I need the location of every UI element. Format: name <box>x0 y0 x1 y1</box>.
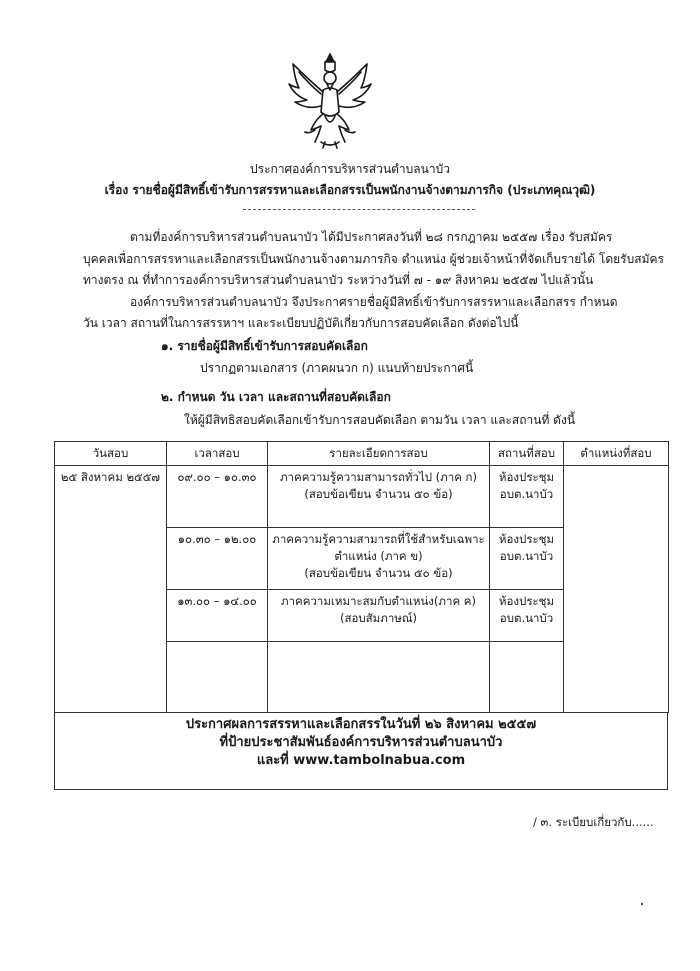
time-cell <box>167 466 268 528</box>
title-divider <box>243 209 475 210</box>
header-exam-time: เวลาสอบ <box>167 442 268 466</box>
exam-venue-line: อบต.นาบัว <box>499 611 554 625</box>
exam-schedule-table <box>54 441 669 713</box>
time-cell <box>167 590 268 642</box>
venue-cell <box>490 590 564 642</box>
detail-cell <box>268 528 490 590</box>
detail-cell <box>268 590 490 642</box>
garuda-emblem-icon <box>285 50 375 150</box>
section-1-title: ๑. รายชื่อผู้มีสิทธิ์เข้ารับการสอบคัดเลือก <box>161 339 368 353</box>
body-line-2: บุคคลเพื่อการสรรหาและเลือกสรรเป็นพนักงานจ้างตามภารกิจ ตำแหน่ง ผู้ช่วยเจ้าหน้าที่จัดเก็บรายได้ โดยรับสมัคร <box>83 252 664 266</box>
exam-detail-line: ภาคความรู้ความสามารถที่ใช้สำหรับเฉพาะ <box>272 532 485 546</box>
exam-position-cell <box>564 466 669 713</box>
venue-cell <box>490 466 564 528</box>
exam-time: ๐๙.๐๐ – ๑๐.๓๐ <box>177 470 257 484</box>
section-2-text: ให้ผู้มีสิทธิสอบคัดเลือกเข้ารับการสอบคัดเลือก ตามวัน เวลา และสถานที่ ดังนี้ <box>184 413 576 427</box>
exam-date-cell <box>55 466 167 713</box>
body-line-3: ทางตรง ณ ที่ทำการองค์การบริหารส่วนตำบลนาบัว ระหว่างวันที่ ๗ - ๑๙ สิงหาคม ๒๕๕๗ ไปแล้วนั้น <box>83 273 594 287</box>
header-exam-detail: รายละเอียดการสอบ <box>268 442 490 466</box>
exam-venue-line: อบต.นาบัว <box>499 549 554 563</box>
body-line-5: วัน เวลา สถานที่ในการสรรหาฯ และระเบียบปฏิบัติเกี่ยวกับการสอบคัดเลือก ดังต่อไปนี้ <box>83 316 519 330</box>
exam-detail-line: (สอบข้อเขียน จำนวน ๕๐ ข้อ) <box>304 487 453 501</box>
time-cell <box>167 528 268 590</box>
result-notice-line: ประกาศผลการสรรหาและเลือกสรรในวันที่ ๒๖ สิงหาคม ๒๕๕๗ <box>185 717 537 732</box>
exam-time: ๑๓.๐๐ – ๑๔.๐๐ <box>177 594 257 608</box>
exam-venue-line: ห้องประชุม <box>498 594 555 608</box>
exam-time: ๑๐.๓๐ – ๑๒.๐๐ <box>177 532 257 546</box>
venue-cell <box>490 528 564 590</box>
exam-detail-line: ภาคความเหมาะสมกับตำแหน่ง(ภาค ค) <box>281 594 476 608</box>
exam-venue-line: ห้องประชุม <box>498 470 555 484</box>
header-exam-date: วันสอบ <box>55 442 167 466</box>
empty-cell <box>268 642 490 713</box>
exam-detail-line: ตำแหน่ง (ภาค ข) <box>334 549 423 563</box>
result-notice-box <box>54 712 668 790</box>
exam-venue-line: อบต.นาบัว <box>499 487 554 501</box>
section-1-text: ปรากฏตามเอกสาร (ภาคผนวก ก) แนบท้ายประกาศนี้ <box>200 361 474 375</box>
empty-cell <box>167 642 268 713</box>
empty-cell <box>490 642 564 713</box>
result-notice-line: ที่ป้ายประชาสัมพันธ์องค์การบริหารส่วนตำบลนาบัว <box>219 735 503 750</box>
header-exam-venue: สถานที่สอบ <box>490 442 564 466</box>
exam-date: ๒๕ สิงหาคม ๒๕๕๗ <box>60 470 161 484</box>
section-2-title: ๒. กำหนด วัน เวลา และสถานที่สอบคัดเลือก <box>161 390 391 404</box>
announcement-subject: เรื่อง รายชื่อผู้มีสิทธิ์เข้ารับการสรรหาและเลือกสรรเป็นพนักงานจ้างตามภารกิจ (ประเภทคุณวุฒิ) <box>104 183 596 197</box>
page-speck <box>641 903 643 905</box>
announcement-heading: ประกาศองค์การบริหารส่วนตำบลนาบัว <box>250 162 450 176</box>
detail-cell <box>268 466 490 528</box>
table-row <box>55 466 669 528</box>
exam-detail-line: (สอบข้อเขียน จำนวน ๕๐ ข้อ) <box>304 566 453 580</box>
continuation-note: / ๓. ระเบียบเกี่ยวกับ...... <box>533 815 654 829</box>
exam-venue-line: ห้องประชุม <box>498 532 555 546</box>
header-exam-position: ตำแหน่งที่สอบ <box>564 442 669 466</box>
body-line-1: ตามที่องค์การบริหารส่วนตำบลนาบัว ได้มีประกาศลงวันที่ ๒๘ กรกฎาคม ๒๕๕๗ เรื่อง รับสมัคร <box>130 230 613 244</box>
result-notice-website: และที่ www.tambolnabua.com <box>256 753 466 768</box>
exam-detail-line: (สอบสัมภาษณ์) <box>339 611 418 625</box>
table-header-row <box>55 442 669 466</box>
exam-detail-line: ภาคความรู้ความสามารถทั่วไป (ภาค ก) <box>279 470 478 484</box>
body-line-4: องค์การบริหารส่วนตำบลนาบัว จึงประกาศรายชื่อผู้มีสิทธิ์เข้ารับการสรรหาและเลือกสรร กำหนด <box>130 295 618 309</box>
